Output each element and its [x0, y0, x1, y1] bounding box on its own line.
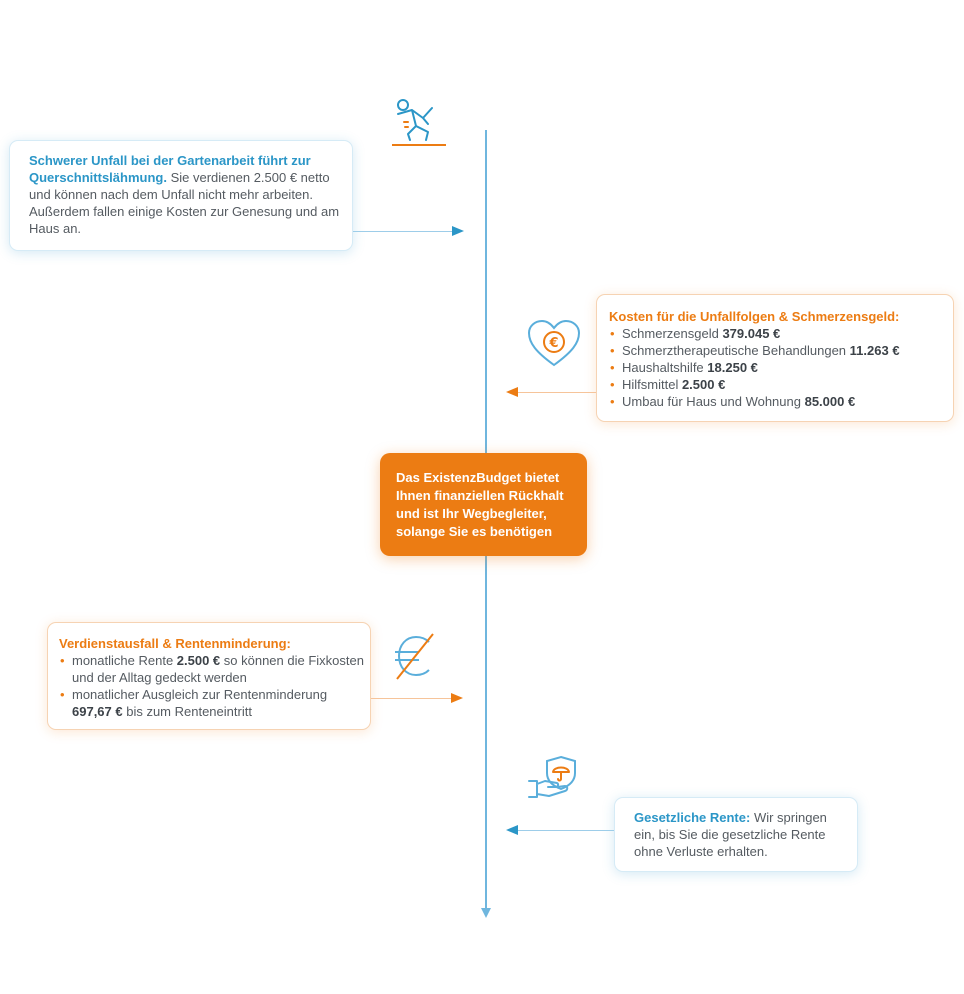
income-loss-list — [59, 652, 366, 720]
list-item: • monatliche Rente 2.500 € so können die Fixkosten und der Alltag gedeckt werden — [59, 652, 366, 686]
list-item: • Umbau für Haus und Wohnung 85.000 € — [609, 393, 945, 410]
accident-text: Sie verdienen 2.500 € netto und können nach dem Unfall nicht mehr arbeiten. Außerdem fallen einige Kosten zur Genesung und am Haus an. — [29, 170, 340, 236]
accident-title: Schwerer Unfall bei der Gartenarbeit führt zur Querschnittslähmung. — [29, 153, 311, 185]
costs-box — [596, 294, 954, 422]
crossed-euro-icon — [393, 632, 439, 682]
income-loss-box — [47, 622, 371, 730]
svg-text:€: € — [549, 336, 559, 351]
income-connector — [371, 698, 454, 699]
costs-title: Kosten für die Unfallfolgen & Schmerzensgeld: — [609, 309, 900, 324]
accident-box — [9, 140, 353, 251]
list-item: • monatlicher Ausgleich zur Rentenminderung 697,67 € bis zum Renteneintritt — [59, 686, 366, 720]
pension-connector — [517, 830, 614, 831]
hand-umbrella-shield-icon — [527, 753, 583, 801]
pension-title: Gesetzliche Rente: — [634, 810, 751, 825]
heart-euro-icon — [526, 318, 582, 370]
pension-arrowhead — [506, 825, 518, 835]
accident-arrowhead — [452, 226, 464, 236]
accident-connector — [353, 231, 455, 232]
costs-arrowhead — [506, 387, 518, 397]
center-text: Das ExistenzBudget bietet Ihnen finanziellen Rückhalt und ist Ihr Wegbegleiter, solange Sie es benötigen — [396, 470, 564, 539]
list-item: • Schmerztherapeutische Behandlungen 11.263 € — [609, 342, 945, 359]
costs-list — [609, 325, 945, 410]
costs-connector — [517, 392, 596, 393]
income-loss-title: Verdienstausfall & Rentenminderung: — [59, 636, 291, 651]
pension-box — [614, 797, 858, 872]
list-item: • Hilfsmittel 2.500 € — [609, 376, 945, 393]
slipping-person-icon — [390, 96, 450, 148]
pension-text: Wir springen ein, bis Sie die gesetzliche Rente ohne Verluste erhalten. — [634, 810, 827, 859]
list-item: • Haushaltshilfe 18.250 € — [609, 359, 945, 376]
income-arrowhead — [451, 693, 463, 703]
timeline-arrowhead — [481, 908, 491, 918]
center-highlight-box — [380, 453, 587, 556]
list-item: • Schmerzensgeld 379.045 € — [609, 325, 945, 342]
